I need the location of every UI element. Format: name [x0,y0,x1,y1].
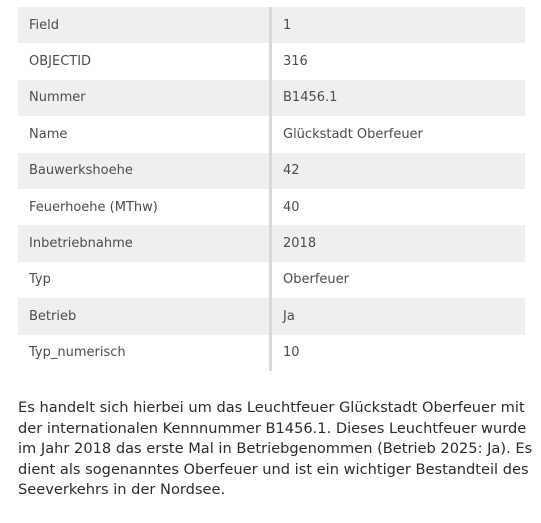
table-row [18,116,525,152]
field-value: Glückstadt Oberfeuer [271,116,526,152]
field-name: Name [18,116,271,152]
attribute-panel [18,7,525,371]
field-value: Ja [271,298,526,334]
table-row [18,335,525,371]
table-row [18,7,525,43]
field-value: B1456.1 [271,80,526,116]
field-name: Inbetriebnahme [18,225,271,261]
field-name: Nummer [18,80,271,116]
table-row [18,298,525,334]
field-value: 2018 [271,225,526,261]
description-text: Es handelt sich hierbei um das Leuchtfeuer Glückstadt Oberfeuer mit der internationalen Kennnummer B1456.1. Dieses Leuchtfeuer wurde im Jahr 2018 das erste Mal in Betriebgenommen (Betrieb 2025: Ja). Es dient als sogenanntes Oberfeuer und ist ein wichtiger Bestandteil des Seeverkehrs in der Nordsee. [18,399,533,498]
table-row [18,189,525,225]
field-value: 316 [271,43,526,79]
field-name: Typ_numerisch [18,335,271,371]
table-row [18,153,525,189]
table-row [18,80,525,116]
field-name: Typ [18,262,271,298]
field-name: Bauwerkshoehe [18,153,271,189]
table-row [18,43,525,79]
field-value: 10 [271,335,526,371]
field-name: Feuerhoehe (MThw) [18,189,271,225]
field-value: Oberfeuer [271,262,526,298]
table-row [18,262,525,298]
field-name: Betrieb [18,298,271,334]
field-value: 42 [271,153,526,189]
field-name: OBJECTID [18,43,271,79]
field-value: 1 [271,7,526,43]
field-value: 40 [271,189,526,225]
field-name: Field [18,7,271,43]
attribute-table-body [18,7,525,371]
attribute-table [18,7,525,371]
table-row [18,225,525,261]
